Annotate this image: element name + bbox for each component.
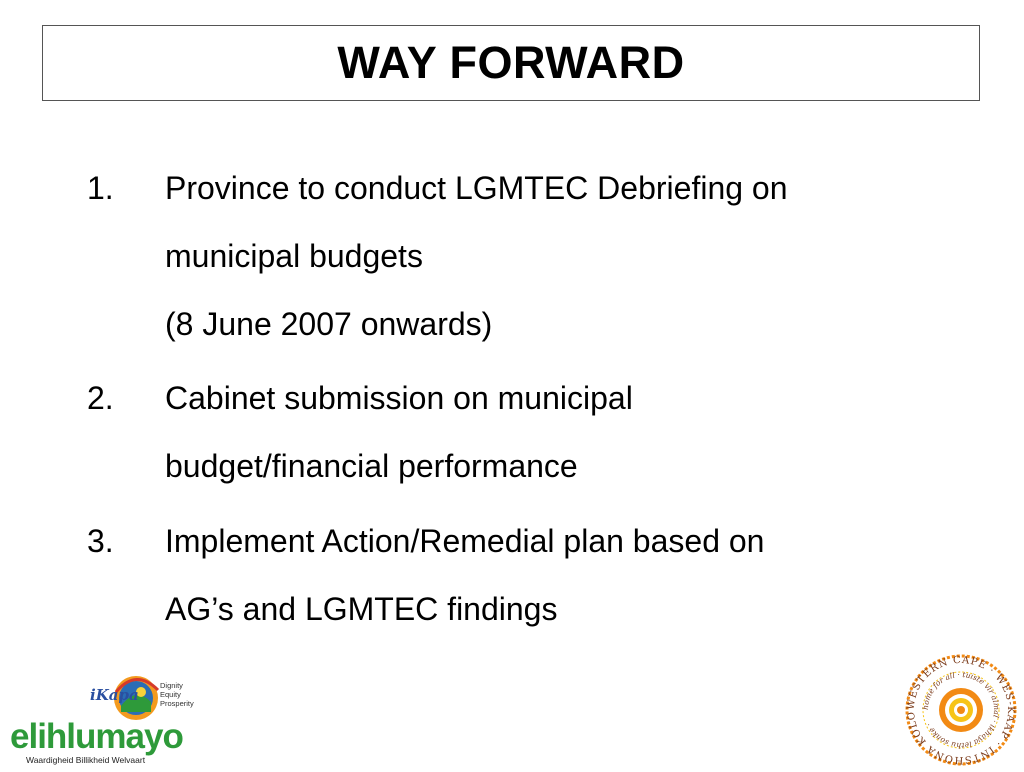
list-item-line: Cabinet submission on municipal	[165, 380, 633, 416]
svg-text:Dignity: Dignity	[160, 681, 183, 690]
western-cape-seal-graphic	[904, 654, 1018, 766]
svg-text:Equity: Equity	[160, 690, 181, 699]
svg-text:elihlumayo: elihlumayo	[10, 717, 183, 756]
list-item-line: Province to conduct LGMTEC Debriefing on	[165, 170, 788, 206]
list-item-line: municipal budgets	[165, 238, 423, 274]
slide-title-box	[42, 25, 980, 101]
list-item-text	[165, 507, 985, 643]
list-item-line: Implement Action/Remedial plan based on	[165, 523, 765, 559]
svg-text:Waardigheid Billikheid Welva: Waardigheid Billikheid Welvaart	[26, 755, 146, 765]
svg-text:iKapa: iKapa	[90, 686, 139, 704]
svg-text:Prosperity: Prosperity	[160, 699, 194, 708]
svg-text:home for all · tuiste vir alma: home for all · tuiste vir almal · ikhaya lethu sonke ·	[920, 669, 1002, 751]
list-item-text	[165, 364, 985, 500]
ikapa-logo-graphic	[8, 672, 208, 767]
list-item-line: AG’s and LGMTEC findings	[165, 591, 558, 627]
svg-text:WESTERN CAPE · WES-KAAP · INTS: WESTERN CAPE · WES-KAAP · INTSHONA KOLO	[905, 654, 1017, 766]
western-cape-seal-logo	[904, 654, 1018, 766]
list-item-text	[165, 154, 985, 358]
list-item-number: 2.	[87, 380, 114, 416]
slide-title: WAY FORWARD	[337, 37, 685, 88]
list-item-line: budget/financial performance	[165, 448, 578, 484]
list-item-line: (8 June 2007 onwards)	[165, 306, 493, 342]
list-item-number: 3.	[87, 523, 114, 559]
ikapa-elihlumayo-logo	[8, 672, 208, 767]
list-item-number: 1.	[87, 170, 114, 206]
